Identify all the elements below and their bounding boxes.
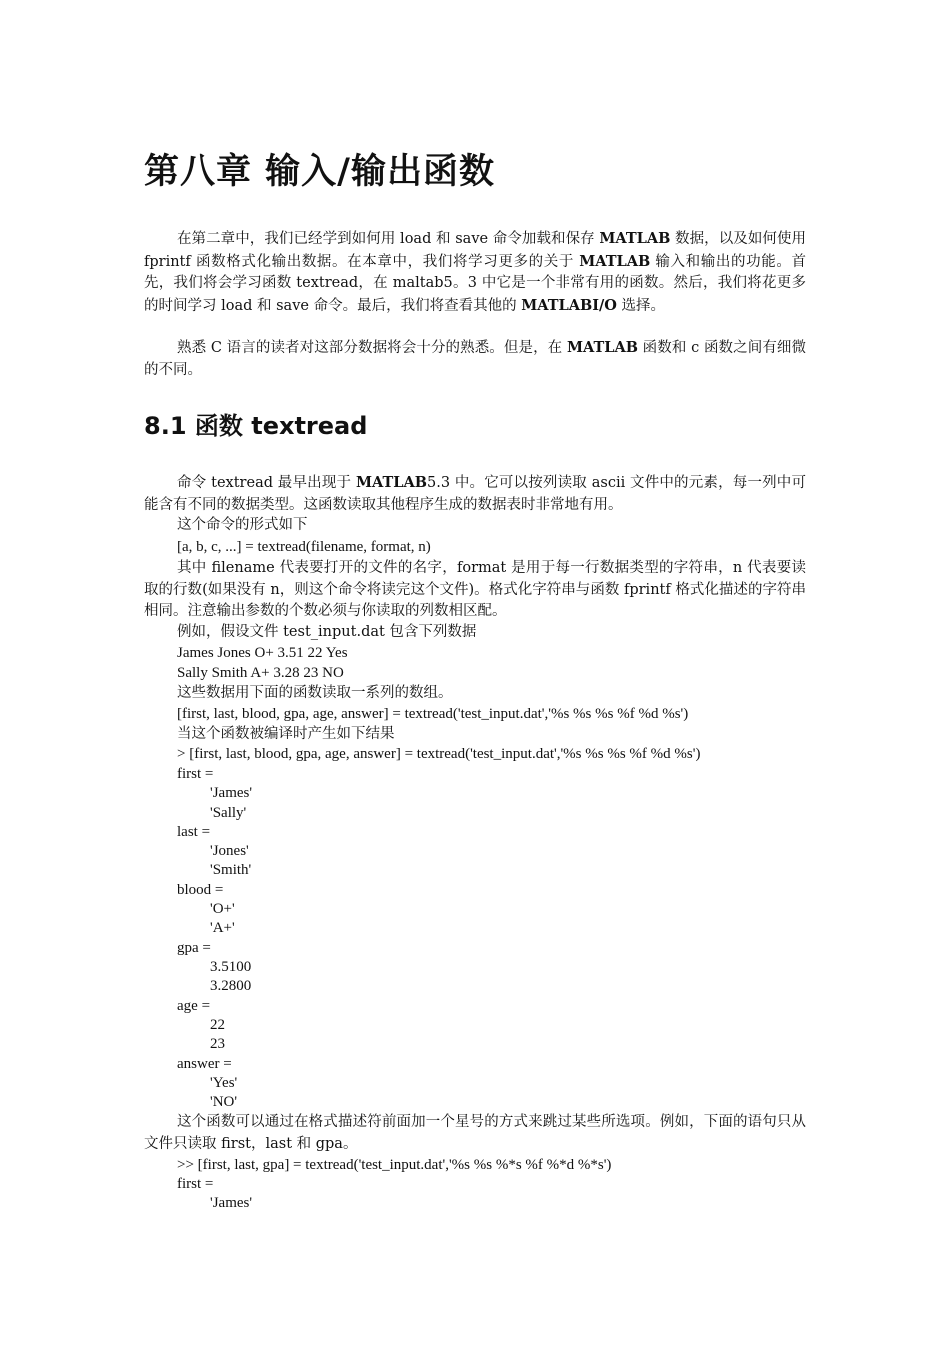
text-run: 5.3 中。它可以按列读取 ascii 文件中的元素，每一列中可能含有不同的数据类型。这函数读取其他程序生成的数据表时非常地有用。 bbox=[144, 475, 806, 513]
text-run: 在第二章中，我们已经学到如何用 load 和 save 命令加载和保存 bbox=[177, 231, 600, 247]
text-run: 熟悉 C 语言的读者对这部分数据将会十分的熟悉。但是，在 bbox=[177, 340, 567, 356]
text-run: 数据，以及如何使用 fprintf 函数格式化输出数据。在本章中，我们将学习更多的关于 bbox=[144, 231, 807, 270]
section-paragraph-2: 其中 filename 代表要打开的文件的名字，format 是用于每一行数据类型的字符串，n 代表要读取的行数(如果没有 n，则这个命令将读完这个文件)。格式化字符串与函数 fprintf 格式化描述的字符串相同。注意输出参数的个数必须与你读取的列数相区配。 bbox=[144, 560, 806, 620]
text-line: 这些数据用下面的函数读取一系列的数组。 bbox=[177, 685, 453, 701]
intro-paragraph-2 bbox=[144, 337, 806, 381]
text-run: 选择。 bbox=[616, 298, 666, 315]
code-line: [a, b, c, ...] = textread(filename, format, n) bbox=[177, 539, 431, 555]
bold-term: MATLAB bbox=[579, 252, 651, 270]
output-label: gpa = bbox=[177, 940, 211, 956]
text-run: 输入和输出的功能。首先，我们将会学习函数 textread，在 maltab5。3 中它是一个非常有用的函数。然后，我们将花更多的时间学习 load 和 save 命令。最后，我们将查看其他的 bbox=[144, 253, 807, 315]
code-line: >> [first, last, gpa] = textread('test_input.dat','%s %s %*s %f %*d %*s') bbox=[177, 1157, 612, 1173]
output-label: first = bbox=[177, 766, 214, 782]
intro-paragraph-1 bbox=[144, 228, 806, 318]
bold-term: MATLAB bbox=[566, 339, 638, 356]
text-line: 这个命令的形式如下 bbox=[177, 517, 308, 533]
output-value: 22 bbox=[210, 1017, 225, 1033]
data-line: James Jones O+ 3.51 22 Yes bbox=[177, 645, 348, 661]
data-line: Sally Smith A+ 3.28 23 NO bbox=[177, 665, 344, 681]
bold-term: MATLABI/O bbox=[521, 297, 617, 315]
bold-term: MATLAB bbox=[355, 474, 427, 491]
output-value: 'Yes' bbox=[210, 1075, 238, 1091]
text-line: 例如，假设文件 test_input.dat 包含下列数据 bbox=[177, 624, 477, 640]
output-label: answer = bbox=[177, 1056, 232, 1072]
section-paragraph-1 bbox=[144, 472, 806, 516]
output-value: 'James' bbox=[210, 785, 253, 801]
text-run: 命令 textread 最早出现于 bbox=[177, 475, 356, 491]
code-line: > [first, last, blood, gpa, age, answer] = textread('test_input.dat','%s %s %s %f %d %s') bbox=[177, 746, 701, 762]
output-value: 'NO' bbox=[210, 1094, 238, 1110]
output-label: last = bbox=[177, 824, 211, 840]
text-line: 当这个函数被编译时产生如下结果 bbox=[177, 726, 395, 742]
output-value: 3.5100 bbox=[210, 959, 252, 975]
code-line: [first, last, blood, gpa, age, answer] = textread('test_input.dat','%s %s %s %f %d %s') bbox=[177, 706, 689, 722]
output-label: first = bbox=[177, 1176, 214, 1192]
output-label: blood = bbox=[177, 882, 224, 898]
output-value: 'A+' bbox=[210, 920, 235, 936]
output-value: 3.2800 bbox=[210, 978, 252, 994]
bold-term: MATLAB bbox=[599, 230, 671, 247]
output-value: 'James' bbox=[210, 1195, 253, 1211]
output-value: 'Smith' bbox=[210, 862, 252, 878]
text-run: 函数和 c 函数之间有细微的不同。 bbox=[144, 340, 807, 378]
section-title: 8.1 函数 textread bbox=[144, 412, 368, 440]
output-value: 'Sally' bbox=[210, 805, 247, 821]
chapter-title: 第八章 输入/输出函数 bbox=[144, 152, 495, 192]
output-label: age = bbox=[177, 998, 211, 1014]
output-value: 'O+' bbox=[210, 901, 235, 917]
output-value: 'Jones' bbox=[210, 843, 249, 859]
section-paragraph-3: 这个函数可以通过在格式描述符前面加一个星号的方式来跳过某些所选项。例如，下面的语句只从文件只读取 first，last 和 gpa。 bbox=[144, 1114, 806, 1152]
output-value: 23 bbox=[210, 1036, 225, 1052]
